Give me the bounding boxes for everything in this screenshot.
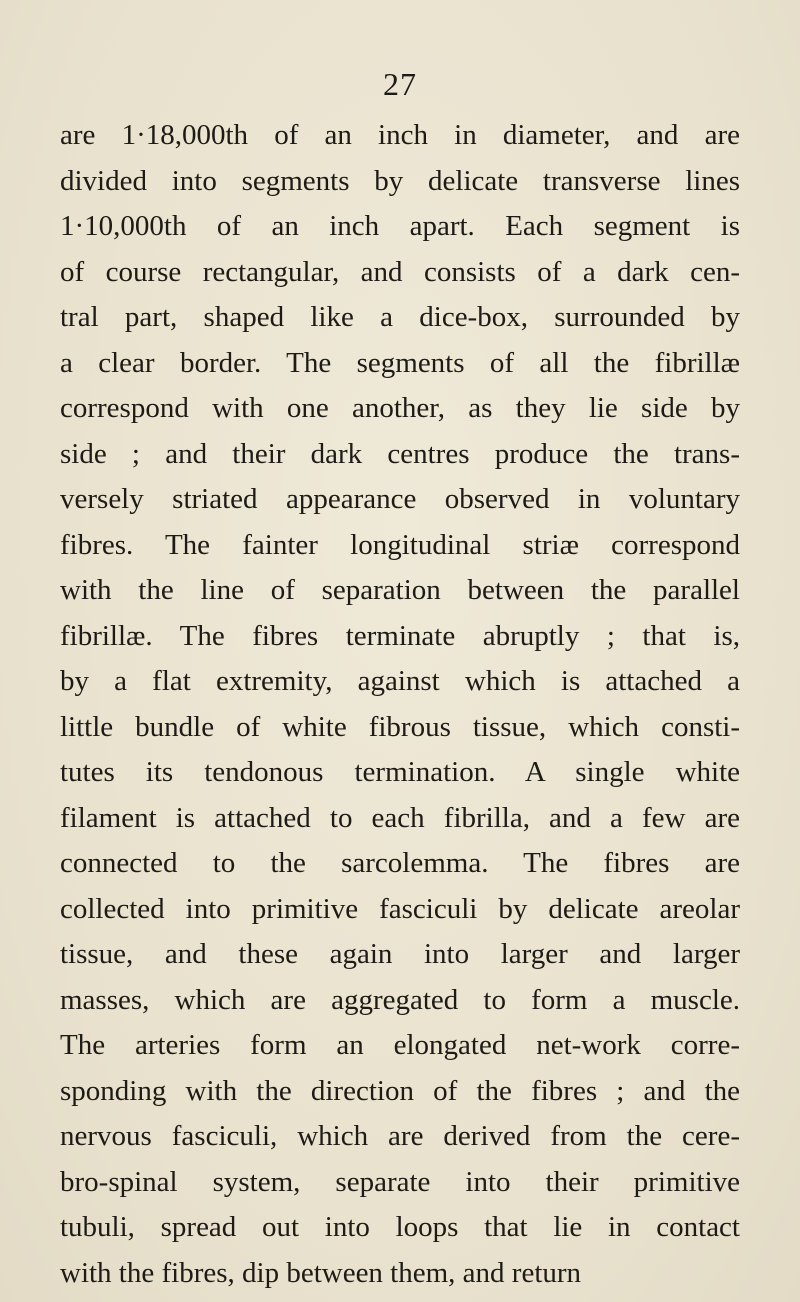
text-line: side ; and their dark centres produce the trans- [60,437,740,470]
text-line: a clear border. The segments of all the fibrillæ [60,346,740,379]
text-line: fibrillæ. The fibres terminate abruptly ; that is, [60,619,740,652]
text-line: by a flat extremity, against which is attached a [60,665,740,697]
text-line: masses, which are aggregated to form a muscle. [60,983,740,1016]
body-text [60,113,740,1296]
text-line: connected to the sarcolemma. The fibres are [60,847,740,879]
text-line: versely striated appearance observed in voluntary [60,483,740,515]
text-line: fibres. The fainter longitudinal striæ correspond [60,528,740,561]
page-number: 27 [383,66,417,102]
text-line: tubuli, spread out into loops that lie in contact [60,1211,740,1243]
text-line: tral part, shaped like a dice-box, surrounded by [60,301,740,333]
text-line: sponding with the direction of the fibres ; and the [60,1074,740,1107]
text-line: nervous fasciculi, which are derived from the cere- [60,1120,740,1152]
text-line: tutes its tendonous termination. A single white [60,756,740,788]
text-line: filament is attached to each fibrilla, and a few are [60,801,740,834]
text-line: little bundle of white fibrous tissue, which consti- [60,710,740,743]
text-line: The arteries form an elongated net-work corre- [60,1029,740,1061]
text-line: bro-spinal system, separate into their primitive [60,1165,740,1198]
text-line: with the fibres, dip between them, and return [60,1256,582,1289]
text-line: are 1·18,000th of an inch in diameter, and are [60,119,740,151]
text-line: divided into segments by delicate transverse lines [60,164,740,197]
text-line: with the line of separation between the parallel [60,574,740,606]
text-line: tissue, and these again into larger and larger [60,938,740,970]
text-line: collected into primitive fasciculi by delicate areolar [60,892,740,925]
text-line: correspond with one another, as they lie side by [60,392,740,424]
text-line: of course rectangular, and consists of a dark cen- [60,255,740,288]
text-line: 1·10,000th of an inch apart. Each segment is [60,210,740,242]
